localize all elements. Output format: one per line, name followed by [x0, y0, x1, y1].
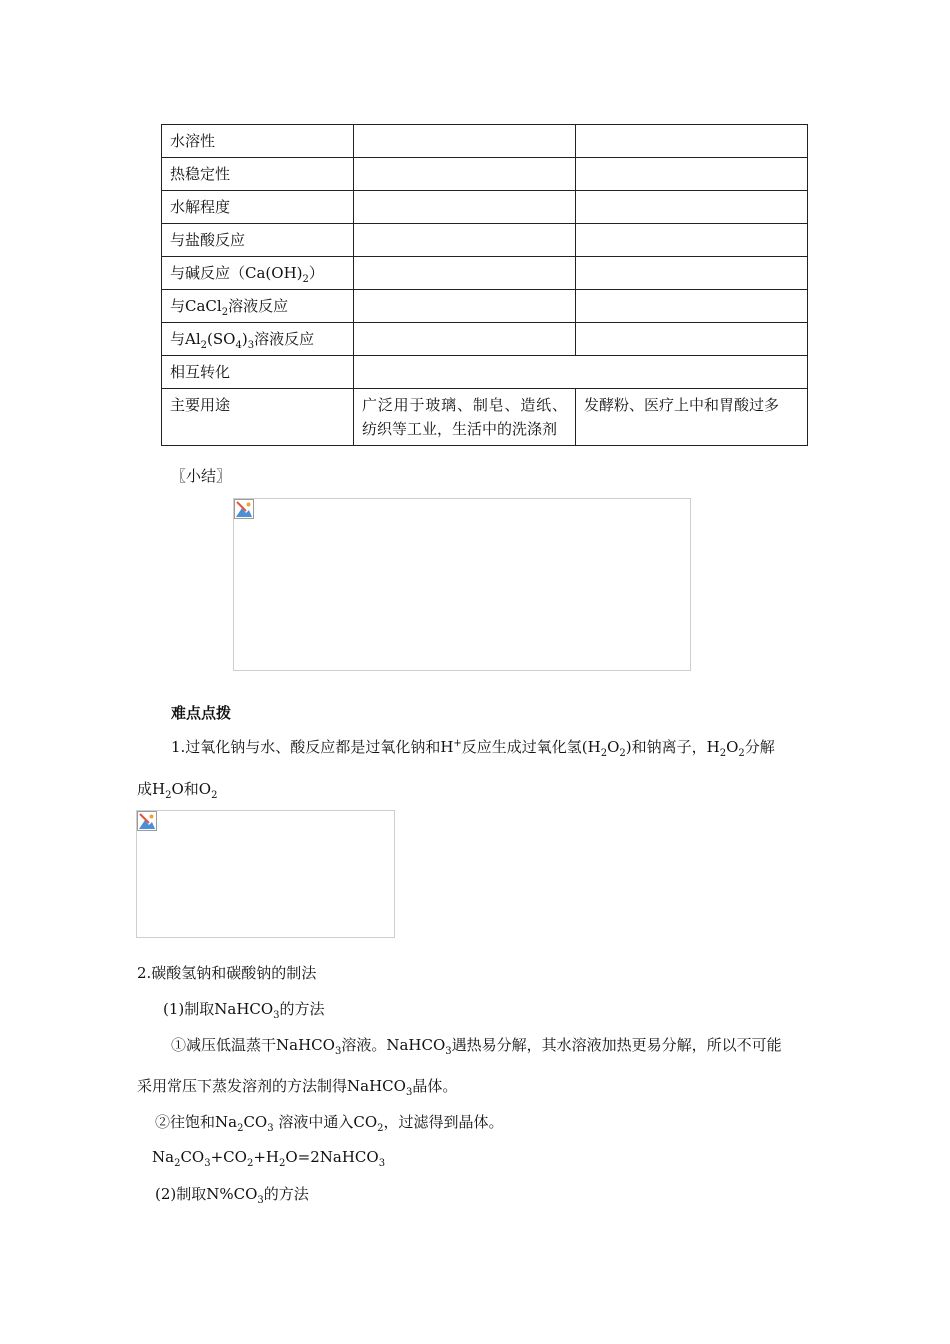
method1-line1: ①减压低温蒸干NaHCO$_3$溶液。NaHCO$_3$遇热易分解，其水溶液加热更易分解，所以不可能	[171, 1036, 782, 1057]
table-row	[162, 356, 808, 389]
method1-line2: 采用常压下蒸发溶剂的方法制得NaHCO$_3$晶体。	[137, 1077, 458, 1098]
summary-label: 〖小结〗	[171, 467, 232, 485]
point2-title: 2.碳酸氢钠和碳酸钠的制法	[137, 964, 317, 982]
row-label: 相互转化	[162, 356, 354, 389]
broken-image-icon	[234, 499, 254, 519]
broken-image-icon	[137, 811, 157, 831]
row-label: 水解程度	[162, 191, 354, 224]
difficulty-heading: 难点点拨	[171, 704, 232, 722]
cell	[354, 257, 576, 290]
cell	[354, 158, 576, 191]
row-label: 与碱反应$(Ca(OH)_2)$	[162, 257, 354, 290]
cell	[354, 224, 576, 257]
table-row	[162, 191, 808, 224]
row-label: 热稳定性	[162, 158, 354, 191]
cell	[576, 224, 808, 257]
cell	[576, 323, 808, 356]
table-row	[162, 125, 808, 158]
cell	[354, 290, 576, 323]
row-label: 与$Al_2(SO_4)_3$溶液反应	[162, 323, 354, 356]
row-label: 主要用途	[162, 389, 354, 446]
table-row	[162, 224, 808, 257]
table-row	[162, 323, 808, 356]
method2-line: ②往饱和$Na_2CO_3$ 溶液中通入$CO_2$，过滤得到晶体。	[155, 1113, 504, 1134]
row-label: 与CaCl$_2$溶液反应	[162, 290, 354, 323]
reaction-equation: $Na_2CO_3+CO_2+H_2O=2NaHCO_3$	[152, 1148, 386, 1169]
cell	[576, 257, 808, 290]
uses-sodium-carbonate: 广泛用于玻璃、制皂、造纸、纺织等工业，生活中的洗涤剂	[354, 389, 576, 446]
table-row	[162, 290, 808, 323]
cell	[576, 290, 808, 323]
cell	[576, 158, 808, 191]
table-row	[162, 158, 808, 191]
point2-sub1: (1)制取NaHCO$_3$的方法	[163, 1000, 325, 1021]
point1-line1: 1.过氧化钠与水、酸反应都是过氧化钠和H+反应生成过氧化氢$(H_2O_2)$和钠离子，$H_2O_2$分解	[171, 738, 775, 759]
properties-table	[161, 124, 808, 446]
table-row	[162, 389, 808, 446]
point1-line2: 成$H_2O$和$O_2$	[137, 780, 218, 801]
row-label: 水溶性	[162, 125, 354, 158]
cell	[576, 125, 808, 158]
reaction-image-placeholder	[136, 810, 395, 938]
cell	[576, 191, 808, 224]
point2-sub2: (2)制取$N\%CO_3$的方法	[155, 1185, 309, 1206]
cell	[354, 125, 576, 158]
cell	[354, 356, 808, 389]
uses-sodium-bicarbonate: 发酵粉、医疗上中和胃酸过多	[576, 389, 808, 446]
row-label: 与盐酸反应	[162, 224, 354, 257]
cell	[354, 323, 576, 356]
summary-image-placeholder	[233, 498, 691, 671]
cell	[354, 191, 576, 224]
table-row	[162, 257, 808, 290]
